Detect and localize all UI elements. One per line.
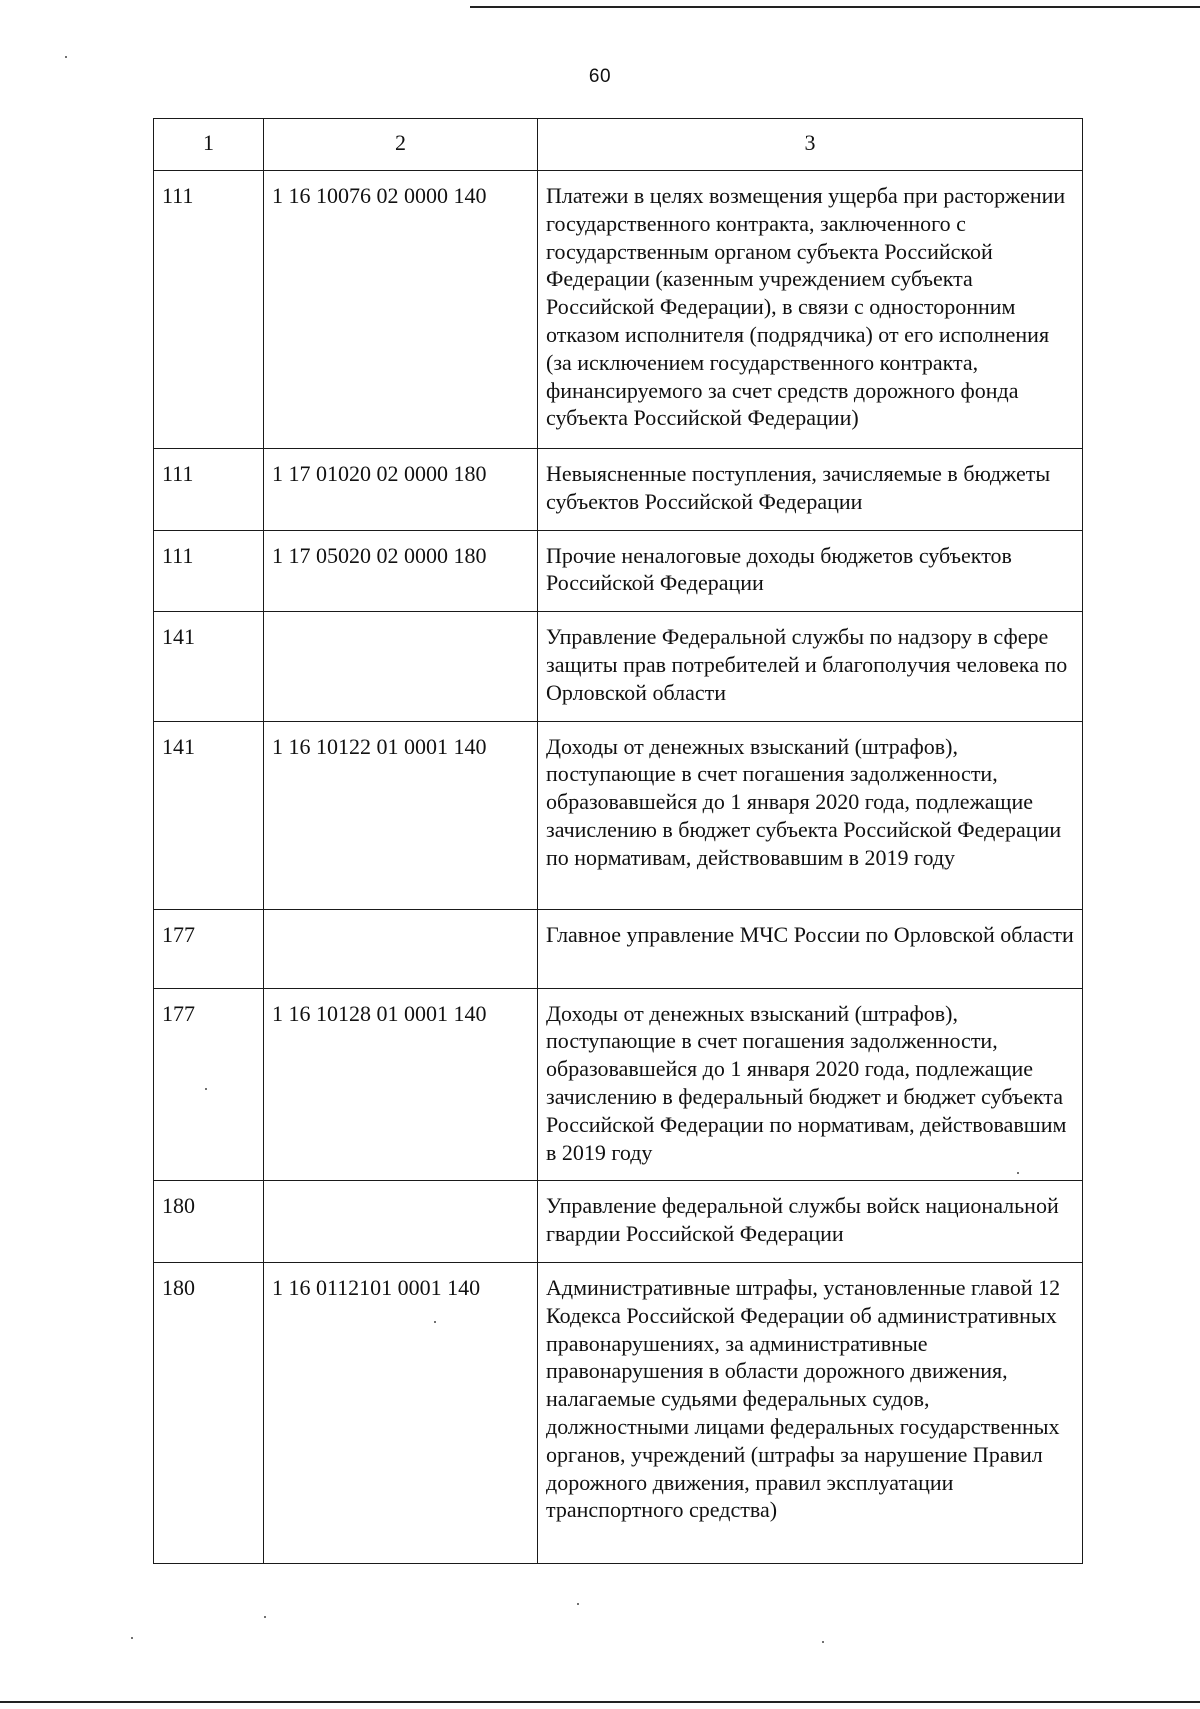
page-number: 60 [588,66,612,87]
table-row [154,1262,1083,1563]
admin-code-cell: 111 [154,171,264,449]
revenue-code-cell: 1 16 10076 02 0000 140 [264,171,538,449]
revenue-code-cell [264,612,538,721]
table-row [154,909,1083,988]
scan-bottom-edge-line [0,1701,1200,1703]
admin-code-cell: 111 [154,530,264,612]
table-row [154,171,1083,449]
admin-code-cell: 177 [154,909,264,988]
revenue-code-cell [264,909,538,988]
column-header-2: 2 [264,119,538,171]
revenue-code-cell: 1 16 0112101 0001 140 [264,1262,538,1563]
table-header-row [154,119,1083,171]
scan-top-edge-line [470,6,1200,8]
table-row [154,1181,1083,1263]
revenue-name-cell: Невыясненные поступления, зачисляемые в бюджеты субъектов Российской Федерации [538,449,1083,531]
admin-code-cell: 177 [154,988,264,1181]
revenue-code-cell: 1 16 10122 01 0001 140 [264,721,538,909]
admin-code-cell: 180 [154,1181,264,1263]
revenue-name-cell: Доходы от денежных взысканий (штрафов), поступающие в счет погашения задолженности, образовавшейся до 1 января 2020 года, подлежащие зачислению в бюджет субъекта Российской Федерации по нормативам, действовавшим в 2019 году [538,721,1083,909]
table-row [154,612,1083,721]
admin-code-cell: 141 [154,721,264,909]
column-header-1: 1 [154,119,264,171]
revenue-name-cell: Управление Федеральной службы по надзору в сфере защиты прав потребителей и благополучия человека по Орловской области [538,612,1083,721]
table-row [154,530,1083,612]
table-row [154,721,1083,909]
revenue-code-cell: 1 16 10128 01 0001 140 [264,988,538,1181]
revenue-name-cell: Административные штрафы, установленные главой 12 Кодекса Российской Федерации об административных правонарушениях, за административные правонарушения в области дорожного движения, налагаемые судьями федеральных судов, должностными лицами федеральных государственных органов, учреждений (штрафы за нарушение Правил дорожного движения, правил эксплуатации транспортного средства) [538,1262,1083,1563]
table-row [154,449,1083,531]
admin-code-cell: 180 [154,1262,264,1563]
revenue-codes-table [153,118,1083,1564]
revenue-code-cell [264,1181,538,1263]
revenue-name-cell: Прочие неналоговые доходы бюджетов субъектов Российской Федерации [538,530,1083,612]
revenue-name-cell: Доходы от денежных взысканий (штрафов), поступающие в счет погашения задолженности, образовавшейся до 1 января 2020 года, подлежащие зачислению в федеральный бюджет и бюджет субъекта Российской Федерации по нормативам, действовавшим в 2019 году [538,988,1083,1181]
column-header-3: 3 [538,119,1083,171]
revenue-code-cell: 1 17 05020 02 0000 180 [264,530,538,612]
revenue-name-cell: Главное управление МЧС России по Орловской области [538,909,1083,988]
revenue-name-cell: Платежи в целях возмещения ущерба при расторжении государственного контракта, заключенного с государственным органом субъекта Российской Федерации (казенным учреждением субъекта Российской Федерации), в связи с односторонним отказом исполнителя (подрядчика) от его исполнения (за исключением государственного контракта, финансируемого за счет средств дорожного фонда субъекта Российской Федерации) [538,171,1083,449]
revenue-name-cell: Управление федеральной службы войск национальной гвардии Российской Федерации [538,1181,1083,1263]
revenue-code-cell: 1 17 01020 02 0000 180 [264,449,538,531]
admin-code-cell: 141 [154,612,264,721]
table-row [154,988,1083,1181]
admin-code-cell: 111 [154,449,264,531]
